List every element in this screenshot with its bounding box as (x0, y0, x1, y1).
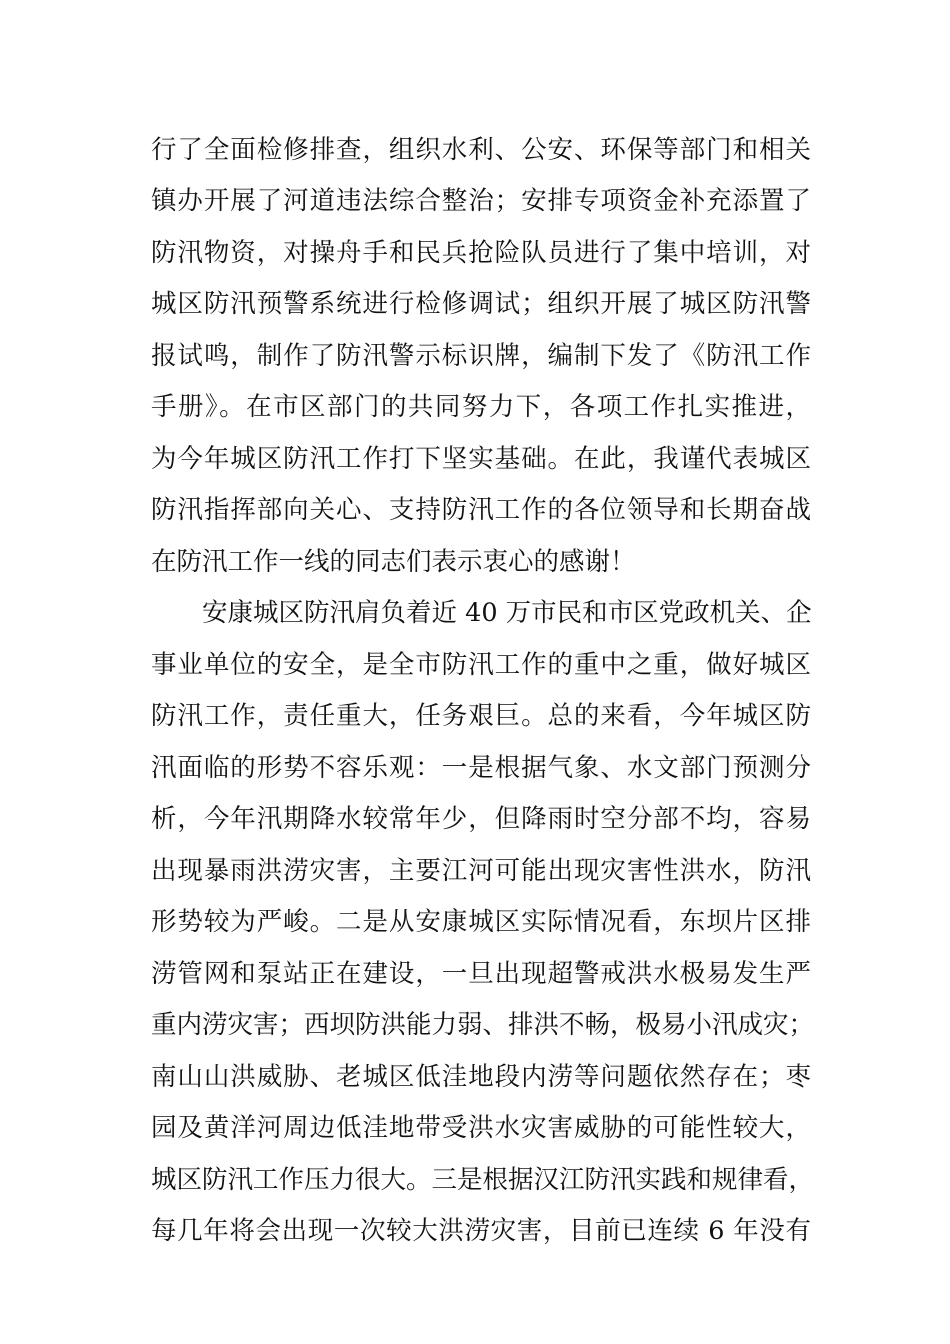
text-line: 镇办开展了河道违法综合整治；安排专项资金补充添置了 (151, 186, 811, 216)
text-line: 每几年将会出现一次较大洪涝灾害，目前已连续 6 年没有 (151, 1216, 811, 1246)
text-line: 城区防汛预警系统进行检修调试；组织开展了城区防汛警 (151, 289, 811, 319)
text-line: 南山山洪威胁、老城区低洼地段内涝等问题依然存在；枣 (151, 1062, 811, 1092)
text-line: 防汛物资，对操舟手和民兵抢险队员进行了集中培训，对 (151, 238, 811, 268)
text-line: 在防汛工作一线的同志们表示衷心的感谢！ (151, 547, 636, 577)
text-line: 为今年城区防汛工作打下坚实基础。在此，我谨代表城区 (151, 444, 811, 474)
text-line: 重内涝灾害；西坝防洪能力弱、排洪不畅，极易小汛成灾； (151, 1010, 815, 1040)
text-line: 汛面临的形势不容乐观：一是根据气象、水文部门预测分 (151, 753, 811, 783)
text-line: 行了全面检修排查，组织水利、公安、环保等部门和相关 (151, 135, 811, 165)
text-line: 报试鸣，制作了防汛警示标识牌，编制下发了《防汛工作 (151, 341, 811, 371)
text-line: 防汛指挥部向关心、支持防汛工作的各位领导和长期奋战 (151, 495, 811, 525)
text-line: 防汛工作，责任重大，任务艰巨。总的来看，今年城区防 (151, 701, 811, 731)
text-line: 形势较为严峻。二是从安康城区实际情况看，东坝片区排 (151, 907, 811, 937)
text-line: 析，今年汛期降水较常年少，但降雨时空分部不均，容易 (151, 804, 811, 834)
text-line: 园及黄洋河周边低洼地带受洪水灾害威胁的可能性较大， (151, 1113, 811, 1143)
text-line: 城区防汛工作压力很大。三是根据汉江防汛实践和规律看， (151, 1165, 815, 1195)
text-line: 手册》。在市区部门的共同努力下，各项工作扎实推进， (151, 392, 811, 422)
text-line: 出现暴雨洪涝灾害，主要江河可能出现灾害性洪水，防汛 (151, 856, 811, 886)
text-line: 涝管网和泵站正在建设，一旦出现超警戒洪水极易发生严 (151, 959, 811, 989)
text-line: 事业单位的安全，是全市防汛工作的重中之重，做好城区 (151, 650, 811, 680)
text-line: 安康城区防汛肩负着近 40 万市民和市区党政机关、企 (202, 598, 812, 628)
